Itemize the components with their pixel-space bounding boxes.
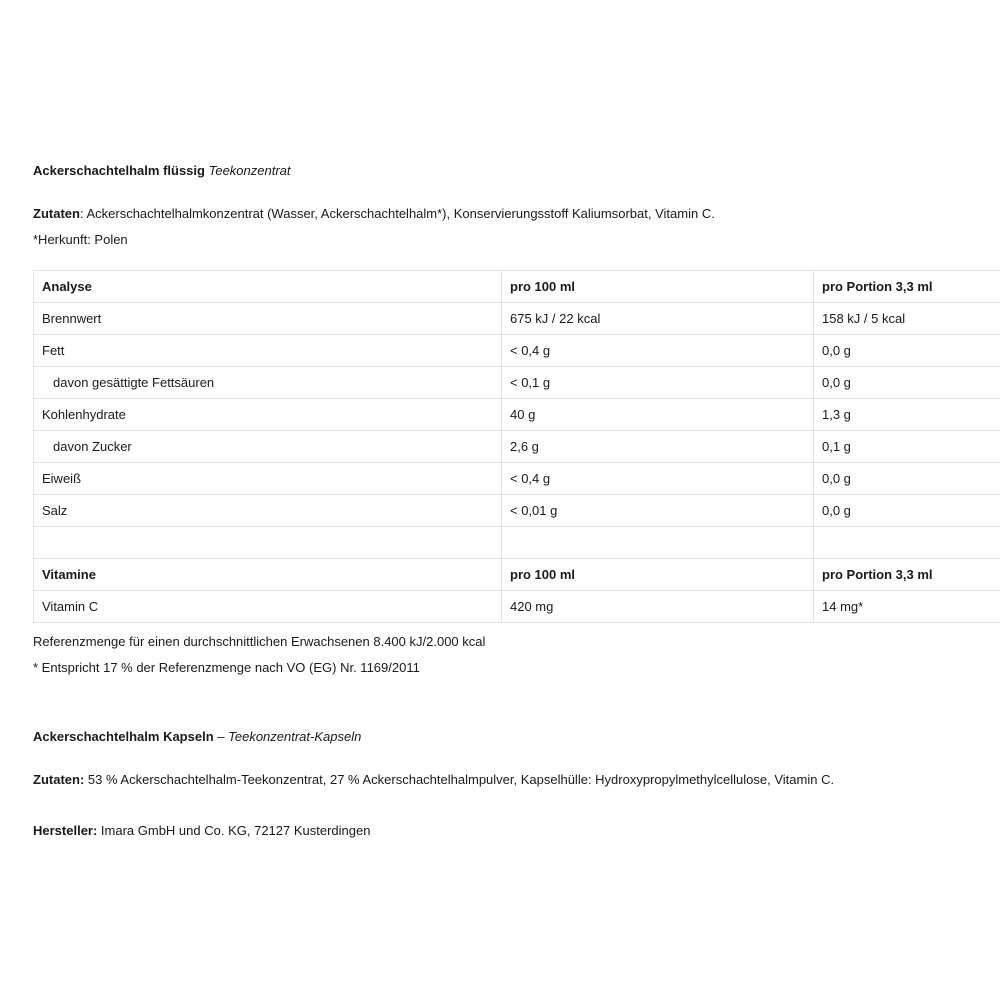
manufacturer bbox=[33, 823, 370, 838]
table-cell: davon gesättigte Fettsäuren bbox=[34, 367, 502, 399]
table-cell: davon Zucker bbox=[34, 431, 502, 463]
reference-note: Referenzmenge für einen durchschnittlichen Erwachsenen 8.400 kJ/2.000 kcal bbox=[33, 634, 486, 649]
table-cell-empty bbox=[502, 527, 814, 559]
ingredients-label: Zutaten: bbox=[33, 772, 85, 787]
table-row bbox=[34, 303, 1000, 335]
table-cell: 675 kJ / 22 kcal bbox=[502, 303, 814, 335]
table-cell: < 0,01 g bbox=[502, 495, 814, 527]
table-cell: 0,1 g bbox=[814, 431, 1000, 463]
header-cell: pro 100 ml bbox=[502, 559, 814, 591]
table-cell: 1,3 g bbox=[814, 399, 1000, 431]
table-cell: Brennwert bbox=[34, 303, 502, 335]
product-subtitle: Teekonzentrat-Kapseln bbox=[228, 729, 362, 744]
table-cell: < 0,1 g bbox=[502, 367, 814, 399]
table-row bbox=[34, 463, 1000, 495]
table-cell: 0,0 g bbox=[814, 463, 1000, 495]
manufacturer-label: Hersteller: bbox=[33, 823, 98, 838]
ingredients-text: : Ackerschachtelhalmkonzentrat (Wasser, Ackerschachtelhalm*), Konservierungsstoff Kaliumsorbat, Vitamin C. bbox=[79, 206, 715, 221]
nutrition-table bbox=[33, 270, 1000, 623]
table-cell: < 0,4 g bbox=[502, 335, 814, 367]
table-cell: Fett bbox=[34, 335, 502, 367]
product-name: Ackerschachtelhalm Kapseln bbox=[33, 729, 214, 744]
table-cell: 14 mg* bbox=[814, 591, 1000, 623]
table-cell: 0,0 g bbox=[814, 495, 1000, 527]
table-row bbox=[34, 399, 1000, 431]
table-cell: 158 kJ / 5 kcal bbox=[814, 303, 1000, 335]
header-cell: pro Portion 3,3 ml bbox=[814, 559, 1000, 591]
table-cell: < 0,4 g bbox=[502, 463, 814, 495]
origin-note: *Herkunft: Polen bbox=[33, 232, 128, 247]
table-cell: 40 g bbox=[502, 399, 814, 431]
product-title-capsules bbox=[33, 729, 361, 744]
manufacturer-text: Imara GmbH und Co. KG, 72127 Kusterdingen bbox=[97, 823, 371, 838]
table-cell: 0,0 g bbox=[814, 367, 1000, 399]
vitamin-header-row bbox=[34, 559, 1000, 591]
header-cell: Analyse bbox=[34, 271, 502, 303]
ingredients-text: 53 % Ackerschachtelhalm-Teekonzentrat, 27 % Ackerschachtelhalmpulver, Kapselhülle: Hydroxypropylmethylcellulose, Vitamin C. bbox=[84, 772, 835, 787]
ingredients-capsules bbox=[33, 772, 834, 787]
table-cell: Salz bbox=[34, 495, 502, 527]
table-cell: 2,6 g bbox=[502, 431, 814, 463]
product-subtitle: Teekonzentrat bbox=[208, 163, 291, 178]
table-cell: Vitamin C bbox=[34, 591, 502, 623]
table-cell: Eiweiß bbox=[34, 463, 502, 495]
table-row bbox=[34, 591, 1000, 623]
table-cell: 0,0 g bbox=[814, 335, 1000, 367]
title-dash: – bbox=[213, 729, 229, 744]
table-cell: 420 mg bbox=[502, 591, 814, 623]
table-row-empty bbox=[34, 527, 1000, 559]
table-header-row bbox=[34, 271, 1000, 303]
header-cell: pro 100 ml bbox=[502, 271, 814, 303]
header-cell: Vitamine bbox=[34, 559, 502, 591]
header-cell: pro Portion 3,3 ml bbox=[814, 271, 1000, 303]
reference-percent-note: * Entspricht 17 % der Referenzmenge nach VO (EG) Nr. 1169/2011 bbox=[33, 660, 420, 675]
table-cell-empty bbox=[34, 527, 502, 559]
ingredients-liquid bbox=[33, 206, 715, 221]
product-name: Ackerschachtelhalm flüssig bbox=[33, 163, 205, 178]
table-row bbox=[34, 335, 1000, 367]
product-title-liquid bbox=[33, 163, 291, 178]
table-row bbox=[34, 367, 1000, 399]
table-cell-empty bbox=[814, 527, 1000, 559]
table-row bbox=[34, 431, 1000, 463]
ingredients-label: Zutaten bbox=[33, 206, 80, 221]
table-cell: Kohlenhydrate bbox=[34, 399, 502, 431]
table-row bbox=[34, 495, 1000, 527]
